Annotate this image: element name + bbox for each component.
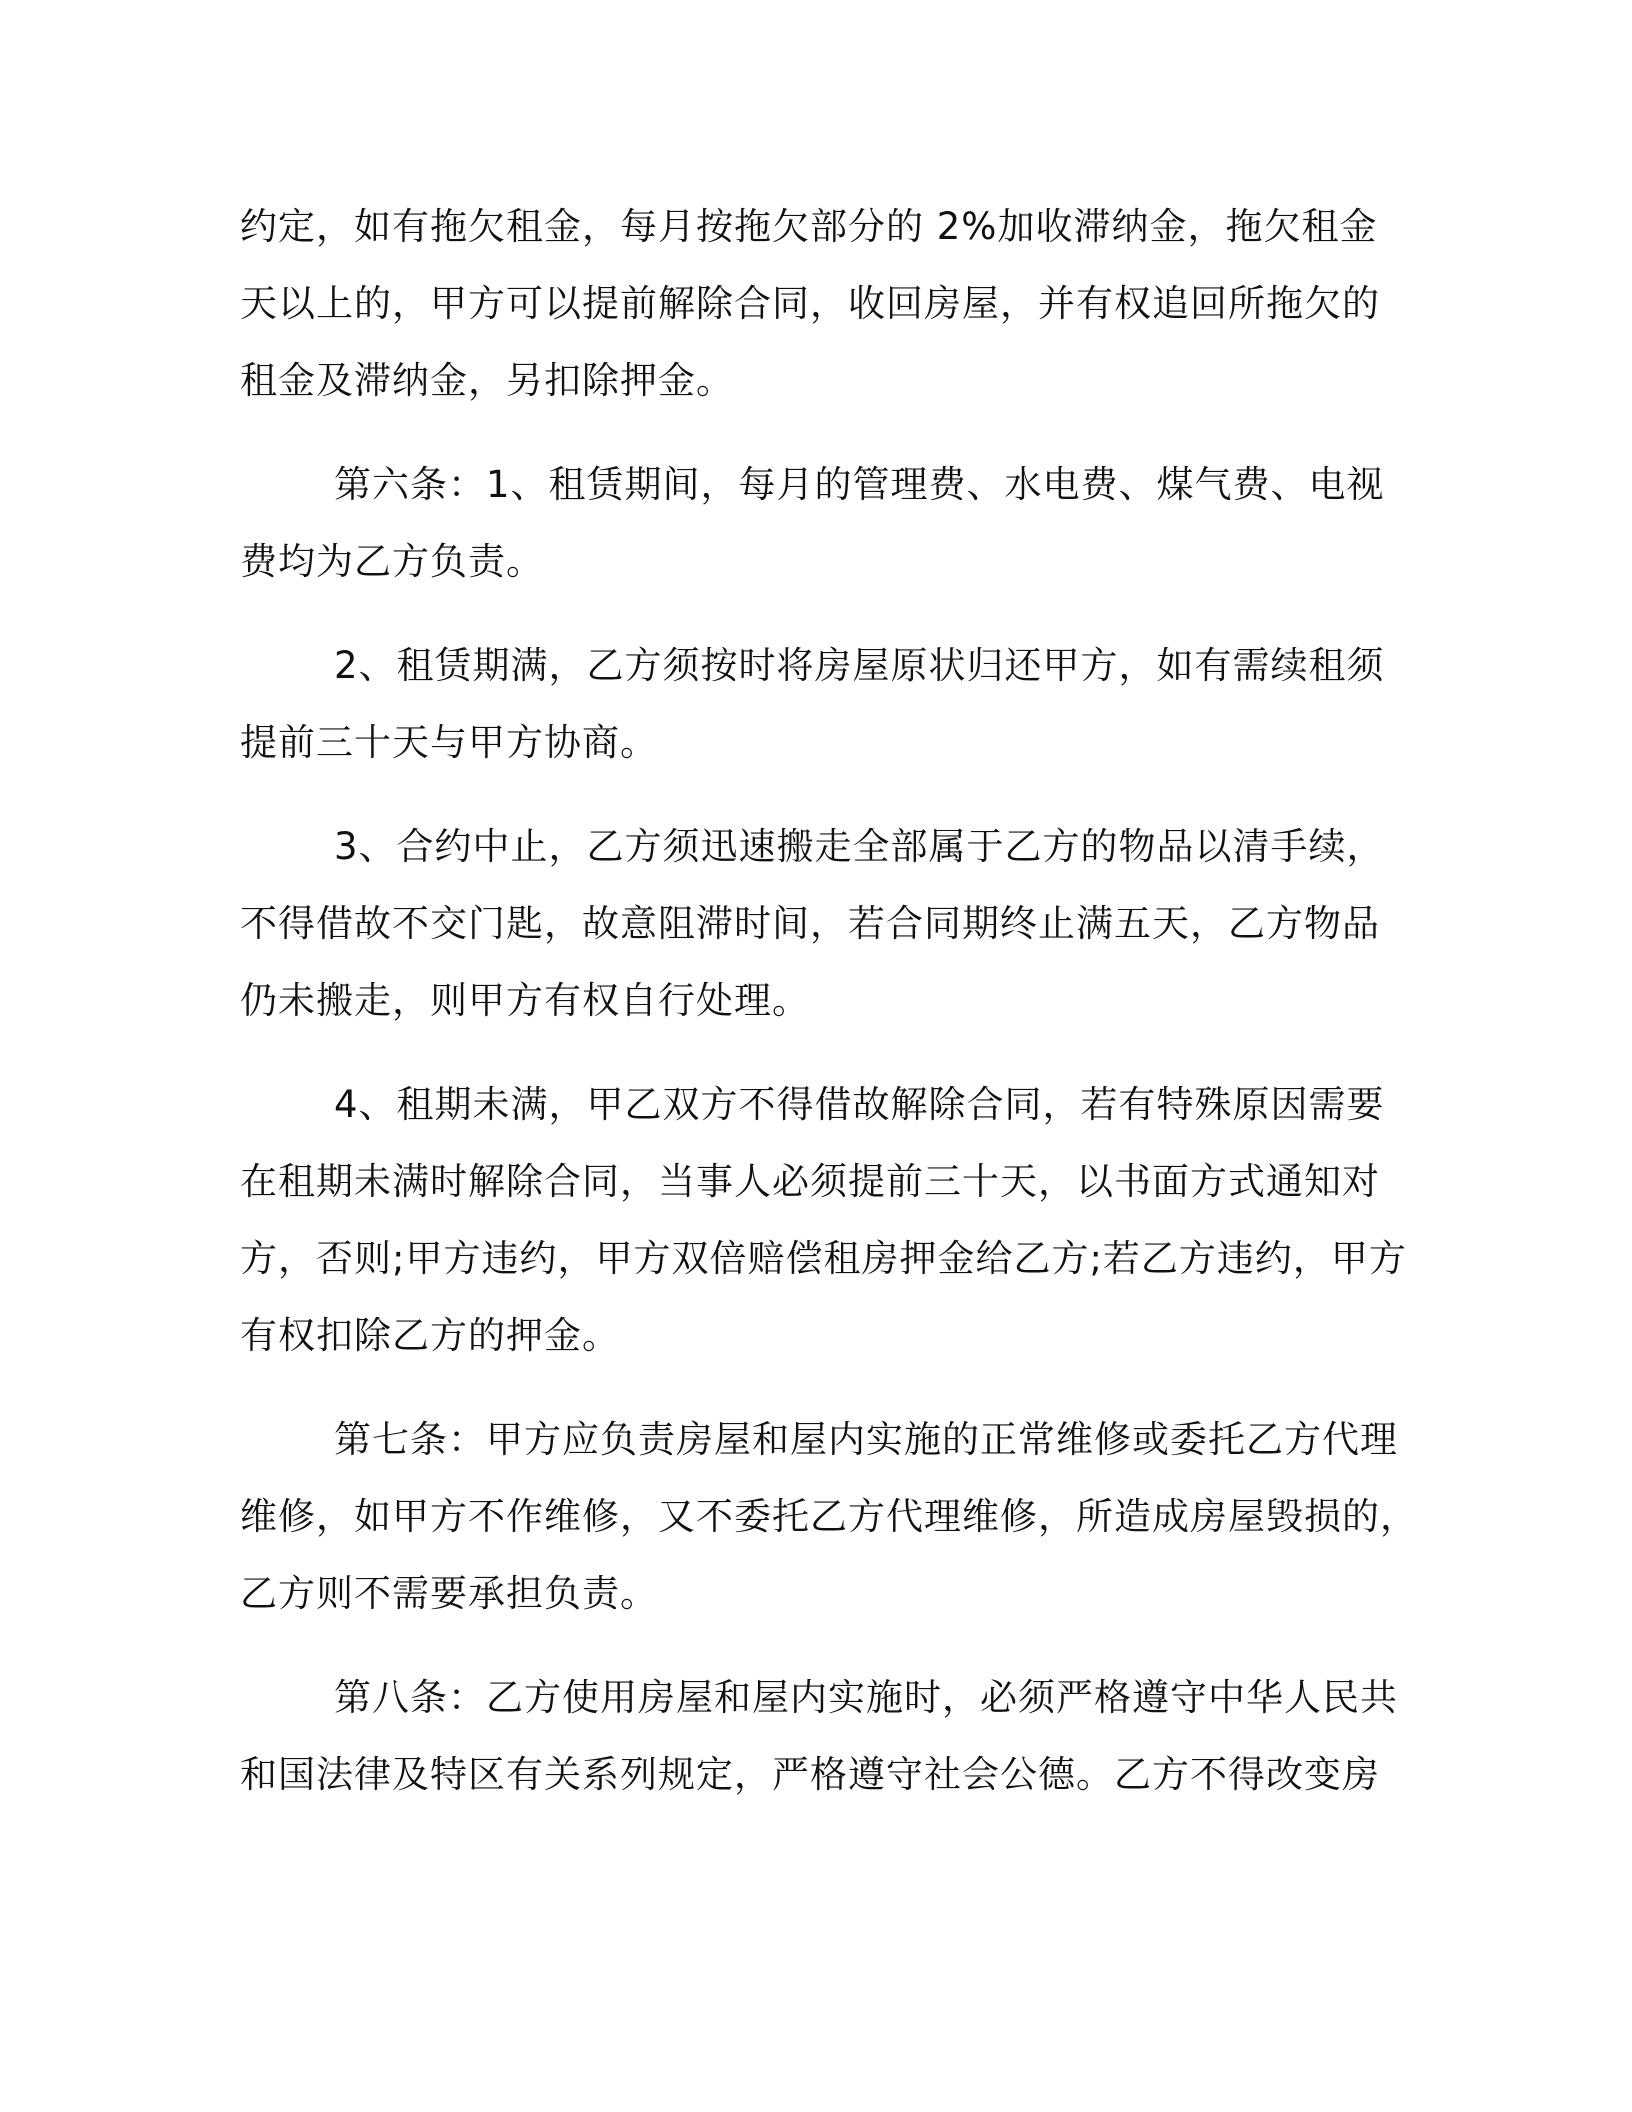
text-line: 第七条：甲方应负责房屋和屋内实施的正常维修或委托乙方代理 xyxy=(334,1418,1398,1461)
text-line: 2、租赁期满，乙方须按时将房屋原状归还甲方，如有需续租须 xyxy=(334,644,1385,687)
paragraph-article-6-item-2 xyxy=(240,627,1390,781)
text-line: 和国法律及特区有关系列规定，严格遵守社会公德。乙方不得改变房 xyxy=(240,1753,1380,1796)
paragraph-article-7 xyxy=(240,1401,1418,1632)
text-line: 提前三十天与甲方协商。 xyxy=(240,721,658,764)
contract-body xyxy=(240,188,1418,1840)
text-line: 天以上的，甲方可以提前解除合同，收回房屋，并有权追回所拖欠的 xyxy=(240,282,1380,325)
paragraph-article-6-item-4 xyxy=(240,1066,1407,1374)
text-line: 仍未搬走，则甲方有权自行处理。 xyxy=(240,979,810,1022)
text-line: 有权扣除乙方的押金。 xyxy=(240,1314,620,1357)
text-line: 约定，如有拖欠租金，每月按拖欠部分的 2%加收滞纳金，拖欠租金 xyxy=(240,205,1378,248)
text-line: 乙方则不需要承担负责。 xyxy=(240,1572,658,1615)
text-line: 费均为乙方负责。 xyxy=(240,540,544,583)
paragraph-article-6-item-3 xyxy=(240,808,1390,1039)
text-line: 在租期未满时解除合同，当事人必须提前三十天，以书面方式通知对 xyxy=(240,1160,1380,1203)
text-line: 不得借故不交门匙，故意阻滞时间，若合同期终止满五天，乙方物品 xyxy=(240,902,1380,945)
text-line: 租金及滞纳金，另扣除押金。 xyxy=(240,359,734,402)
text-line: 方，否则;甲方违约，甲方双倍赔偿租房押金给乙方;若乙方违约，甲方 xyxy=(240,1237,1407,1280)
text-line: 4、租期未满，甲乙双方不得借故解除合同，若有特殊原因需要 xyxy=(334,1083,1385,1126)
text-line: 第六条：1、租赁期间，每月的管理费、水电费、煤气费、电视 xyxy=(334,463,1385,506)
paragraph-late-rent xyxy=(240,188,1390,419)
text-line: 维修，如甲方不作维修，又不委托乙方代理维修，所造成房屋毁损的， xyxy=(240,1495,1418,1538)
paragraph-article-8 xyxy=(240,1659,1398,1813)
paragraph-article-6-item-1 xyxy=(240,446,1390,600)
text-line: 3、合约中止，乙方须迅速搬走全部属于乙方的物品以清手续， xyxy=(334,825,1385,868)
text-line: 第八条：乙方使用房屋和屋内实施时，必须严格遵守中华人民共 xyxy=(334,1676,1398,1719)
